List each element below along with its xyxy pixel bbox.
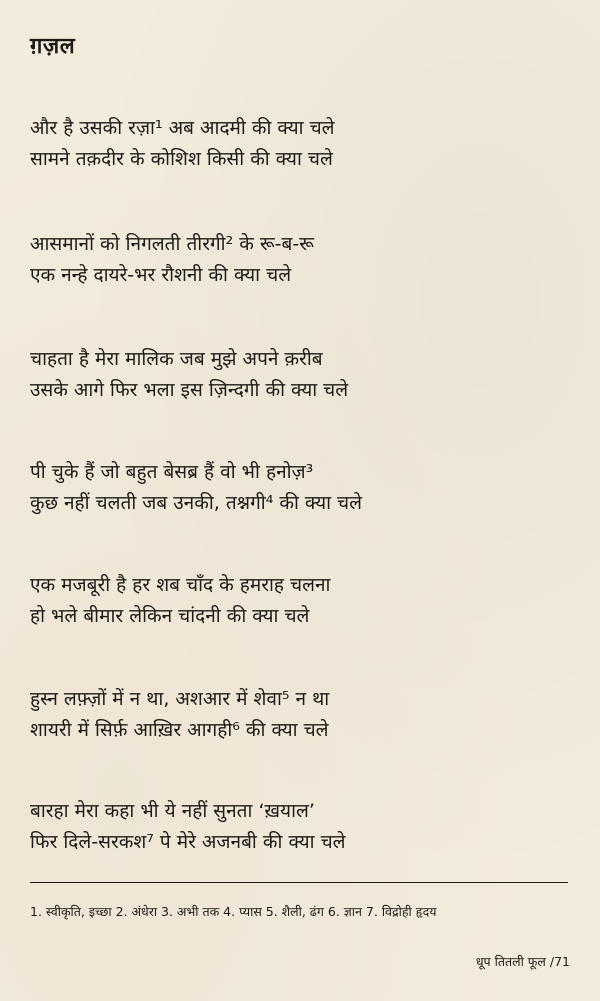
verse-line: आसमानों को निगलती तीरगी² के रू-ब-रू — [30, 233, 314, 255]
verse-line: शायरी में सिर्फ़ आख़िर आगही⁶ की क्या चले — [30, 719, 329, 741]
verse-line: बारहा मेरा कहा भी ये नहीं सुनता ‘ख़याल’ — [30, 800, 315, 822]
stanza-5 — [30, 570, 575, 632]
page-footer: धूप तितली फूल /71 — [475, 954, 570, 969]
footnote-divider — [30, 882, 568, 883]
footnotes: 1. स्वीकृति, इच्छा 2. अंधेरा 3. अभी तक 4. प्यास 5. शैली, ढंग 6. ज्ञान 7. विद्रोही हृदय — [30, 904, 437, 919]
stanza-3 — [30, 344, 575, 406]
verse-line: एक नन्हे दायरे-भर रौशनी की क्या चले — [30, 264, 292, 286]
verse-line: हो भले बीमार लेकिन चांदनी की क्या चले — [30, 605, 310, 627]
stanza-1 — [30, 113, 575, 175]
verse-line: कुछ नहीं चलती जब उनकी, तश्नगी⁴ की क्या चले — [30, 492, 363, 514]
page-title: ग़ज़ल — [30, 34, 76, 59]
stanza-7 — [30, 796, 575, 858]
stanza-2 — [30, 229, 575, 291]
stanza-4 — [30, 457, 575, 519]
verse-line: पी चुके हैं जो बहुत बेसब्र हैं वो भी हनोज़³ — [30, 461, 314, 483]
verse-line: और है उसकी रज़ा¹ अब आदमी की क्या चले — [30, 117, 335, 139]
verse-line: एक मजबूरी है हर शब चाँद के हमराह चलना — [30, 574, 331, 596]
verse-line: फिर दिले-सरकश⁷ पे मेरे अजनबी की क्या चले — [30, 831, 346, 853]
verse-line: हुस्न लफ़्ज़ों में न था, अशआर में शेवा⁵ न था — [30, 688, 330, 710]
verse-line: उसके आगे फिर भला इस ज़िन्दगी की क्या चले — [30, 379, 349, 401]
verse-line: सामने तक़दीर के कोशिश किसी की क्या चले — [30, 148, 333, 170]
stanza-6 — [30, 684, 575, 746]
verse-line: चाहता है मेरा मालिक जब मुझे अपने क़रीब — [30, 348, 323, 370]
